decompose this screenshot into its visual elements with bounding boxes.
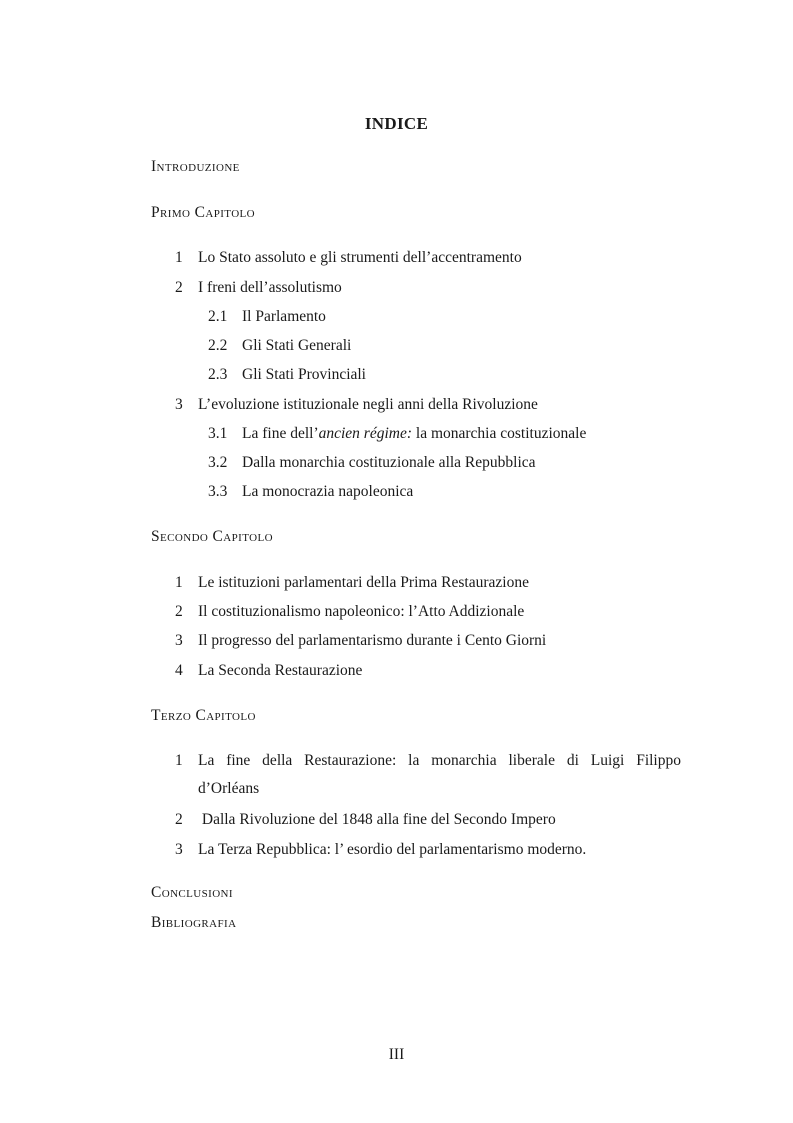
toc-entry-text: Lo Stato assoluto e gli strumenti dell’accentramento — [198, 249, 522, 266]
toc-entry-text: La Terza Repubblica: l’ esordio del parlamentarismo moderno. — [198, 841, 587, 858]
toc-entry-number: 3.2 — [208, 454, 228, 471]
toc-entry-number: 2 — [175, 603, 183, 620]
toc-entry-text: Dalla monarchia costituzionale alla Repubblica — [242, 454, 536, 471]
toc-entry-number: 3 — [175, 396, 183, 413]
toc-entry-text — [242, 425, 586, 443]
toc-entry-text: Il costituzionalismo napoleonico: l’Atto Addizionale — [198, 603, 525, 620]
toc-entry-text: La fine della Restaurazione: la monarchia liberale di Luigi Filippo — [198, 752, 681, 769]
toc-entry-number: 3.3 — [208, 483, 228, 500]
toc-entry-number: 2.3 — [208, 366, 228, 383]
page-title: INDICE — [364, 114, 429, 133]
toc-entry-text-post: la monarchia costituzionale — [412, 425, 587, 442]
toc-entry-number: 2.2 — [208, 337, 228, 354]
toc-entry-text: Gli Stati Generali — [242, 337, 352, 354]
section-introduzione: Introduzione — [151, 158, 240, 175]
section-secondo-capitolo: Secondo Capitolo — [151, 528, 273, 545]
section-terzo-capitolo: Terzo Capitolo — [151, 707, 256, 724]
toc-entry-text: Il Parlamento — [242, 308, 326, 325]
toc-entry-number: 4 — [175, 662, 183, 679]
section-primo-capitolo: Primo Capitolo — [151, 204, 256, 221]
toc-entry-number: 1 — [175, 574, 183, 591]
page-number: III — [388, 1046, 405, 1063]
toc-entry-3-1-continued: d’Orléans — [198, 780, 260, 797]
toc-entry-text: La Seconda Restaurazione — [198, 662, 363, 679]
toc-entry-text: Dalla Rivoluzione del 1848 alla fine del Secondo Impero — [198, 811, 556, 828]
toc-entry-number: 2.1 — [208, 308, 228, 325]
toc-entry-number: 2 — [175, 811, 183, 828]
toc-entry-text: Le istituzioni parlamentari della Prima Restaurazione — [198, 574, 529, 591]
section-conclusioni: Conclusioni — [151, 884, 233, 901]
toc-entry-number: 3 — [175, 841, 183, 858]
toc-entry-number: 2 — [175, 279, 183, 296]
toc-entry-text: La monocrazia napoleonica — [242, 483, 414, 500]
toc-entry-text: Il progresso del parlamentarismo durante i Cento Giorni — [198, 632, 547, 649]
toc-entry-text-pre: La fine dell’ — [242, 425, 319, 442]
toc-entry-text: I freni dell’assolutismo — [198, 279, 342, 296]
toc-entry-text-italic: ancien régime: — [318, 425, 413, 442]
toc-entry-text: L’evoluzione istituzionale negli anni della Rivoluzione — [198, 396, 538, 413]
toc-entry-number: 3 — [175, 632, 183, 649]
section-bibliografia: Bibliografia — [151, 914, 237, 931]
toc-entry-number: 3.1 — [208, 425, 228, 442]
toc-entry-number: 1 — [175, 249, 183, 266]
toc-entry-text: Gli Stati Provinciali — [242, 366, 366, 383]
toc-entry-number: 1 — [175, 752, 183, 769]
